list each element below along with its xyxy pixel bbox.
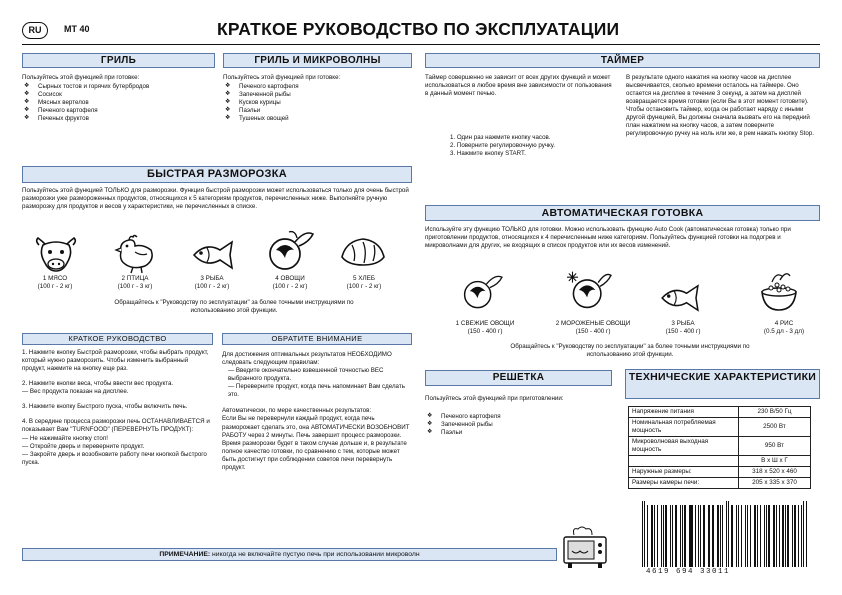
barcode-bar	[794, 505, 796, 567]
attention-paragraph: Автоматически, по мере качественных результатов:	[222, 407, 372, 415]
timer-step: 2. Поверните регулировочную ручку.	[450, 142, 555, 150]
bread-icon	[338, 233, 388, 271]
barcode-bar	[680, 505, 681, 567]
section-header-specs: ТЕХНИЧЕСКИЕ ХАРАКТЕРИСТИКИ	[625, 369, 820, 399]
barcode-bar	[757, 505, 758, 567]
list-item: ❖ Сырных тостов и горячих бутербродов	[24, 83, 217, 91]
barcode-bar	[690, 505, 692, 567]
barcode-bar	[798, 505, 799, 567]
specs-table	[628, 406, 811, 489]
timer-description: Таймер совершенно не зависит от всех других функций и может использоваться в любое время вне зависимости от пользования в данный момент печью.	[425, 74, 612, 98]
defrost-category-poultry: 2 ПТИЦА (100 г - 3 кг)	[117, 275, 153, 290]
list-item: ❖ Запеченной рыбы	[225, 91, 415, 99]
barcode-bar	[806, 501, 807, 567]
vegetables-icon	[265, 228, 315, 274]
language-badge: RU	[22, 22, 48, 39]
barcode-bar	[766, 505, 767, 567]
footer-note	[22, 548, 557, 561]
barcode-bar	[709, 505, 710, 567]
attention-rule: — Переверните продукт, когда печь напоминает Вам сделать это.	[228, 383, 405, 399]
defrost-intro: Пользуйтесь этой функцией ТОЛЬКО для разморозки. Функция быстрой разморозки может использоваться только для очень быстрой разморозки уже размороженных продуктов, относящихся к 5 категориям продуктов, перечисленных ниже. Выполняйте ручную разморозку для продуктов и весов у характеристики, не перечисленных в списке.	[22, 187, 409, 211]
list-item: ❖ Печеного картофеля	[427, 413, 612, 421]
barcode-bar	[708, 505, 709, 567]
barcode-bar	[642, 501, 643, 567]
barcode-bar	[663, 505, 664, 567]
grid-list	[427, 413, 612, 437]
barcode-bar	[700, 505, 701, 567]
header-rule	[22, 44, 820, 45]
barcode-bar	[787, 505, 788, 567]
section-header-defrost: БЫСТРАЯ РАЗМОРОЗКА	[22, 166, 412, 183]
attention-paragraph: Для достижения оптимальных результатов НЕОБХОДИМО следовать следующим правилам:	[222, 351, 392, 367]
list-item: ❖ Паэльи	[427, 429, 612, 437]
auto-cook-intro: Используйте эту функцию ТОЛЬКО для готовки. Можно использовать функцию Auto Cook (автоматическая готовка) только при приготовлении продуктов, относящихся к 4 перечисленным ниже категориям. Пользуйтесь функцией готовки на подогрев и микроволнами для других, не входящих в список продуктов или их весов изменений.	[425, 226, 791, 250]
timer-steps	[450, 134, 610, 158]
fresh-vegetables-icon	[460, 272, 504, 312]
auto-category-frozen-vegetables: 2 МОРОЖЕНЫЕ ОВОЩИ (150 - 400 г)	[555, 320, 631, 335]
quick-guide-step: 3. Нажмите кнопку Быстрого пуска, чтобы включить печь.	[22, 403, 188, 411]
table-row: Наружные размеры: 318 х 520 х 460	[629, 467, 811, 478]
section-header-grill: ГРИЛЬ	[22, 53, 215, 68]
barcode-bar	[675, 505, 677, 567]
barcode-bar	[722, 505, 723, 567]
auto-category-fresh-vegetables: 1 СВЕЖИЕ ОВОЩИ (150 - 400 г)	[455, 320, 515, 335]
timer-step: 3. Нажмите кнопку START.	[450, 150, 526, 158]
barcode-bar	[720, 505, 721, 567]
barcode-bar	[726, 501, 727, 567]
quick-guide-step: 4. В середине процесса разморозки печь ОСТАНАВЛИВАЕТСЯ и показывает Вам "TURNFOOD" (ПЕРЕВЕРНУТЬ ПРОДУКТ):	[22, 418, 210, 434]
table-row: Микроволновая выходная мощность 950 Вт	[629, 437, 811, 456]
table-row: Номинальная потребляемая мощность 2500 Вт	[629, 418, 811, 437]
barcode-bar	[750, 505, 751, 567]
list-item: ❖ Печеных фруктов	[24, 115, 217, 123]
auto-category-fish: 3 РЫБА (150 - 400 г)	[665, 320, 701, 335]
barcode-bar	[689, 505, 690, 567]
quick-guide-steps	[22, 349, 212, 467]
barcode-bar	[741, 505, 742, 567]
quick-guide-step: 2. Нажмите кнопки веса, чтобы ввести вес продукта.	[22, 380, 174, 388]
rice-icon	[758, 270, 800, 314]
defrost-category-meat: 1 МЯСО (100 г - 2 кг)	[37, 275, 73, 290]
frozen-vegetables-icon	[565, 268, 613, 312]
table-row: В х Ш х Г	[629, 456, 811, 467]
barcode-bar	[745, 505, 746, 567]
barcode-bar	[803, 501, 804, 567]
section-header-auto-cook: АВТОМАТИЧЕСКАЯ ГОТОВКА	[425, 205, 820, 221]
barcode-bar	[731, 505, 733, 567]
barcode-bar	[644, 501, 645, 567]
barcode-bar	[695, 505, 696, 567]
footer-note-label: ПРИМЕЧАНИЕ:	[159, 551, 211, 558]
barcode-bar	[672, 505, 673, 567]
quick-guide-step: — Не нажимайте кнопку стоп!	[22, 434, 108, 442]
defrost-category-vegetables: 4 ОВОЩИ (100 г - 2 кг)	[272, 275, 308, 290]
list-item: ❖ Паэльи	[225, 107, 415, 115]
barcode-bar	[785, 505, 786, 567]
barcode-bar	[665, 505, 666, 567]
barcode-bar	[682, 505, 683, 567]
quick-guide-step: — Откройте дверь и переверните продукт.	[22, 442, 145, 450]
section-header-grill-micro: ГРИЛЬ И МИКРОВОЛНЫ	[223, 53, 412, 68]
barcode-bar	[712, 505, 714, 567]
barcode-bar	[684, 505, 685, 567]
footer-note-text: никогда не включайте пустую печь при использовании микроволн	[212, 551, 420, 558]
barcode-bar	[698, 505, 699, 567]
barcode-bar	[747, 505, 748, 567]
grill-list	[24, 83, 217, 123]
barcode-bar	[801, 505, 802, 567]
model-label: MT 40	[64, 24, 90, 34]
grill-micro-intro: Пользуйтесь этой функцией при готовке:	[223, 74, 341, 81]
defrost-category-bread: 5 ХЛЕБ (100 г - 2 кг)	[346, 275, 382, 290]
barcode-bar	[754, 505, 756, 567]
list-item: ❖ Тушеных овощей	[225, 115, 415, 123]
barcode-bar	[670, 505, 671, 567]
barcode-bar	[647, 505, 648, 567]
barcode-bar	[728, 501, 729, 567]
attention-paragraph: Если Вы не перевернули каждый продукт, когда печь разморожает сделать это, она АВТОМАТИЧЕСКИ ВОЗОБНОВИТ РАБОТУ через 2 минуты. Печь завершит процесс разморозки. Время разморозки будет в таком случае дольше и, в результате полное качество готовки, по сравнению с тем, которые может быть достигнут при соблюдении советов печи перевернуть продукт.	[222, 415, 410, 471]
timer-notes: В результате одного нажатия на кнопку часов на дисплее высвечивается, сколько времени осталось на таймере. Оно остается на дисплее в течение 3 секунд, а затем на дисплей возвращается время готовки (если Вы в этот момент готовите). Чтобы остановить таймер, когда он работает наряду с иными другой функцией, Вы должны сначала вызвать его на передний план нажатием на кнопку часов, а затем поверните регулировочную ручку на ноль или же, в рем нажать кнопку Stop.	[626, 74, 814, 138]
barcode-bar	[661, 505, 662, 567]
section-header-timer: ТАЙМЕР	[425, 53, 820, 68]
microwave-icon	[560, 525, 610, 569]
list-item: ❖ Сосисок	[24, 91, 217, 99]
list-item: ❖ Мясных вертелов	[24, 99, 217, 107]
list-item: ❖ Запеченной рыбы	[427, 421, 612, 429]
barcode-bar	[773, 505, 775, 567]
barcode-bar	[738, 505, 739, 567]
timer-step: 1. Один раз нажмите кнопку часов.	[450, 134, 551, 141]
auto-category-rice: 4 РИС (0.5 дл - 3 дл)	[763, 320, 805, 335]
cow-icon	[33, 235, 79, 273]
fish-icon	[190, 238, 236, 272]
list-item: ❖ Печеного картофеля	[225, 83, 415, 91]
barcode-bar	[651, 505, 653, 567]
barcode-bar	[736, 505, 737, 567]
barcode-bar	[764, 505, 765, 567]
quick-guide-step: — Вес продукта показан на дисплее.	[22, 388, 129, 396]
list-item: ❖ Печеного картофеля	[24, 107, 217, 115]
fish-icon	[658, 282, 702, 314]
barcode-bar	[776, 505, 777, 567]
barcode-bar	[779, 505, 780, 567]
grill-micro-list	[225, 83, 415, 123]
barcode-bar	[768, 505, 769, 567]
barcode-bar	[703, 505, 704, 567]
grid-intro: Пользуйтесь этой функцией при приготовлении:	[425, 395, 564, 402]
defrost-category-fish: 3 РЫБА (100 г - 2 кг)	[194, 275, 230, 290]
barcode-bar	[760, 505, 761, 567]
defrost-note: Обращайтесь к "Руководству по эксплуатации" за более точными инструкциями по использованию этой функции.	[114, 299, 354, 315]
barcode-bar	[654, 505, 655, 567]
barcode-bar	[792, 505, 793, 567]
barcode	[642, 505, 810, 567]
section-header-grid: РЕШЕТКА	[425, 370, 612, 386]
page-title: КРАТКОЕ РУКОВОДСТВО ПО ЭКСПЛУАТАЦИИ	[217, 19, 620, 39]
table-row: Напряжение питания 230 В/50 Гц	[629, 407, 811, 418]
barcode-bar	[717, 505, 718, 567]
barcode-number: 4619 694 33011	[646, 568, 731, 576]
section-header-quick-guide: КРАТКОЕ РУКОВОДСТВО	[22, 333, 213, 345]
grill-intro: Пользуйтесь этой функцией при готовке:	[22, 74, 140, 81]
table-row: Размеры камеры печи: 205 х 335 х 370	[629, 478, 811, 489]
chicken-icon	[113, 234, 159, 274]
quick-guide-step: 1. Нажмите кнопку Быстрой разморозки, чтобы выбрать продукт, который нужно разморозить. Чтобы изменить выбранный продукт, нажмите на кнопку еще раз.	[22, 349, 209, 373]
quick-guide-step: — Закройте дверь и возобновите работу печи кнопкой быстрого пуска.	[22, 450, 207, 466]
attention-text	[222, 351, 412, 472]
barcode-bar	[782, 505, 783, 567]
auto-cook-note: Обращайтесь к "Руководству по эксплуатации" за более точными инструкциями по использованию этой функции.	[510, 343, 750, 359]
barcode-bar	[657, 505, 658, 567]
attention-rule: — Введите окончательно взвешенной точностью ВЕС выбранного продукта.	[228, 367, 384, 383]
section-header-attention: ОБРАТИТЕ ВНИМАНИЕ	[222, 333, 412, 345]
list-item: ❖ Кусков курицы	[225, 99, 415, 107]
